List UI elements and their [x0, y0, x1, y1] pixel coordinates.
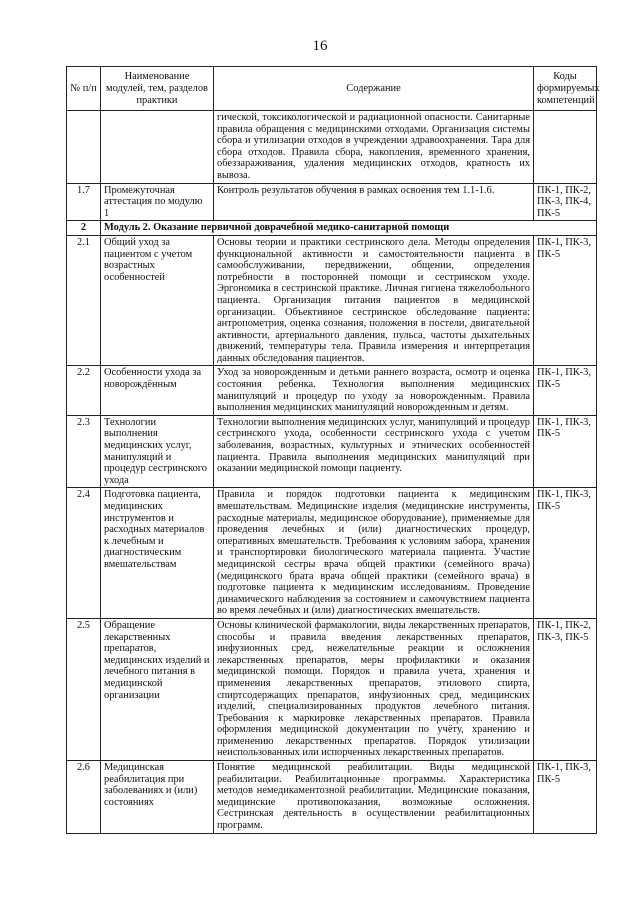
row-codes: ПК-1, ПК-2, ПК-3, ПК-5 [534, 618, 597, 760]
row-number: 2.1 [67, 235, 101, 366]
row-name: Обращение лекарственных препаратов, медицинских изделий и лечебного питания в медицинской организации [101, 618, 214, 760]
continuation-content: гической, токсикологической и радиационной опасности. Санитарные правила обращения с медицинскими отходами. Организация системы сбора и утилизации отходов в учреждении здравоохранения. Тара для сбора отходов. Правила сбора, накопления, временного хранения, обеззараживания, удаления медицинских отходов, кратность их вывоза. [214, 111, 534, 184]
row-name: Общий уход за пациентом с учетом возрастных особенностей [101, 235, 214, 366]
row-number: 1.7 [67, 183, 101, 221]
table-row [67, 415, 597, 488]
row-name: Медицинская реабилитация при заболеваниях и (или) состояниях [101, 761, 214, 834]
row-number: 2.3 [67, 415, 101, 488]
curriculum-table [66, 66, 600, 834]
row-codes: ПК-1, ПК-3, ПК-5 [534, 488, 597, 619]
row-name: Особенности ухода за новорождённым [101, 366, 214, 415]
row-name: Промежуточная аттестация по модулю 1 [101, 183, 214, 221]
row-content: Основы клинической фармакологии, виды лекарственных препаратов, способы и правила введения лекарственных препаратов, инфузионных сред, нежелательные реакции и осложнения лекарственных препаратов, меры профилактики и оказания медицинской помощи. Порядок и правила учета, хранения и применения лекарственных препаратов, этилового спирта, спиртсодержащих препаратов, инфузионных сред, медицинских изделий, специализированных продуктов лечебного питания. Требования к маркировке лекарственных препаратов. Правила оформления медицинской документации по учёту, хранению и применению лекарственных препаратов. Порядок утилизации неиспользованных или испорченных лекарственных препаратов. [214, 618, 534, 760]
page-number: 16 [312, 38, 328, 54]
module-title: Модуль 2. Оказание первичной доврачебной медико-санитарной помощи [101, 221, 597, 236]
row-name: Подготовка пациента, медицинских инструментов и расходных материалов к лечебным и диагностическим вмешательствам [101, 488, 214, 619]
header-content: Содержание [214, 67, 534, 111]
row-codes: ПК-1, ПК-3, ПК-5 [534, 366, 597, 415]
row-number: 2.5 [67, 618, 101, 760]
table-row [67, 488, 597, 619]
header-codes: Коды формируемых компетенций [534, 67, 597, 111]
table-row [67, 235, 597, 366]
row-content: Уход за новорожденным и детьми раннего возраста, осмотр и оценка состояния ребенка. Технология выполнения медицинских манипуляций и процедур по уходу за новорожденным. Правила выполнения медицинских манипуляций новорожденным и детям. [214, 366, 534, 415]
row-content: Понятие медицинской реабилитации. Виды медицинской реабилитации. Реабилитационные программы. Характеристика методов немедикаментозной реабилитации. Медицинские показания, медицинские противопоказания, возможные осложнения. Сестринская деятельность в осуществлении реабилитационных программ. [214, 761, 534, 834]
module-row [67, 221, 597, 236]
table-row [67, 183, 597, 221]
table-header-row [67, 67, 597, 111]
row-content: Правила и порядок подготовки пациента к медицинским вмешательствам. Медицинские изделия (медицинские инструменты, расходные материалы, медицинское оборудование), применяемые для проведения лечебных и (или) диагностических процедур, оперативных вмешательств. Требования к условиям забора, хранения и транспортировки биологического материала пациента. Участие медицинской сестры врача общей практики (семейного врача) (медицинского брата врача общей практики (семейного врача) в подготовке пациента к медицинским исследованиям. Проведение динамического наблюдения за состоянием и самочувствием пациента во время лечебных и (или) диагностических вмешательств. [214, 488, 534, 619]
row-codes: ПК-1, ПК-3, ПК-5 [534, 761, 597, 834]
row-codes: ПК-1, ПК-3, ПК-5 [534, 235, 597, 366]
row-name: Технологии выполнения медицинских услуг, манипуляций и процедур сестринского ухода [101, 415, 214, 488]
table-row [67, 761, 597, 834]
row-number: 2.4 [67, 488, 101, 619]
row-codes: ПК-1, ПК-2, ПК-3, ПК-4, ПК-5 [534, 183, 597, 221]
row-content: Технологии выполнения медицинских услуг, манипуляций и процедур сестринского ухода, особенности сестринского ухода с учетом заболевания, возрастных, культурных и этнических особенностей пациента. Правила выполнения медицинских манипуляций при оказании медицинской помощи пациенту. [214, 415, 534, 488]
table-row [67, 111, 597, 184]
row-codes: ПК-1, ПК-3, ПК-5 [534, 415, 597, 488]
header-num: № п/п [67, 67, 101, 111]
row-number: 2.6 [67, 761, 101, 834]
row-content: Контроль результатов обучения в рамках освоения тем 1.1-1.6. [214, 183, 534, 221]
row-content: Основы теории и практики сестринского дела. Методы определения функциональной активности и самостоятельности пациента в самообслуживании, передвижении, общении, определения потребности в посторонней помощи и сестринском уходе. Эргономика в сестринской практике. Личная гигиена тяжелобольного пациента. Организация питания пациентов в медицинской организации. Объективное сестринское обследование пациента: антропометрия, оценка сознания, положения в постели, двигательной активности, артериального давления, пульса, частоты дыхательных движений, температуры тела. Правила измерения и интерпретация данных обследования пациентов. [214, 235, 534, 366]
module-number: 2 [67, 221, 101, 236]
header-name: Наименование модулей, тем, разделов практики [101, 67, 214, 111]
table-row [67, 366, 597, 415]
row-number: 2.2 [67, 366, 101, 415]
table-row [67, 618, 597, 760]
